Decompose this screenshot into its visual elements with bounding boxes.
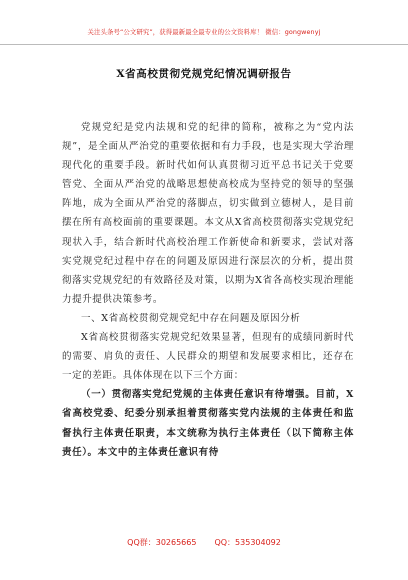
header-divider	[0, 44, 408, 45]
footer-contact	[0, 537, 408, 548]
document-body	[62, 118, 354, 462]
section-heading: 一、X省高校贯彻党规党纪中存在问题及原因分析	[81, 312, 301, 324]
footer-qq: QQ：535304092	[214, 538, 281, 547]
document-title: X省高校贯彻党规党纪情况调研报告	[116, 68, 292, 80]
header-notice: 关注头条号“公文研究”，获得最新最全最专业的公文资料库！ 微信：gongwenyj	[87, 28, 321, 36]
paragraph-intro: 党规党纪是党内法规和党的纪律的简称，被称之为“党内法规”，是全面从严治党的重要依据和有力手段，也是实现大学治理现代化的重要手段。新时代如何认真贯彻习近平总书记关于党要管党、全面从严治党的战略思想使高校成为坚持党的领导的坚强阵地，成为全面从严治党的落脚点，切实做到立德树人，是目前摆在所有高校面前的重要课题。本文从X省高校贯彻落实党规党纪现状入手，结合新时代高校治理工作新使命和新要求，尝试对落实党规党纪过程中存在的问题及原因进行深层次的分析，提出贯彻落实党规党纪的有效路径及对策，以期为X省各高校实现治理能力提升提供决策参考。	[62, 122, 354, 305]
footer-qq-group: QQ群：30265665	[127, 538, 197, 547]
subsection-paragraph: （一）贯彻落实党纪党规的主体责任意识有待增强。目前，X省高校党委、纪委分别承担着贯彻落实党内法规的主体责任和监督执行主体责任职责，本文统称为执行主体责任（以下简称主体责任）。本文中的主体责任意识有待	[62, 389, 354, 458]
paragraph-section-intro: X省高校贯彻落实党规党纪效果显著，但现有的成绩同新时代的需要、肩负的责任、人民群众的期望和发展要求相比，还存在一定的差距。具体体现在以下三个方面：	[62, 332, 354, 382]
